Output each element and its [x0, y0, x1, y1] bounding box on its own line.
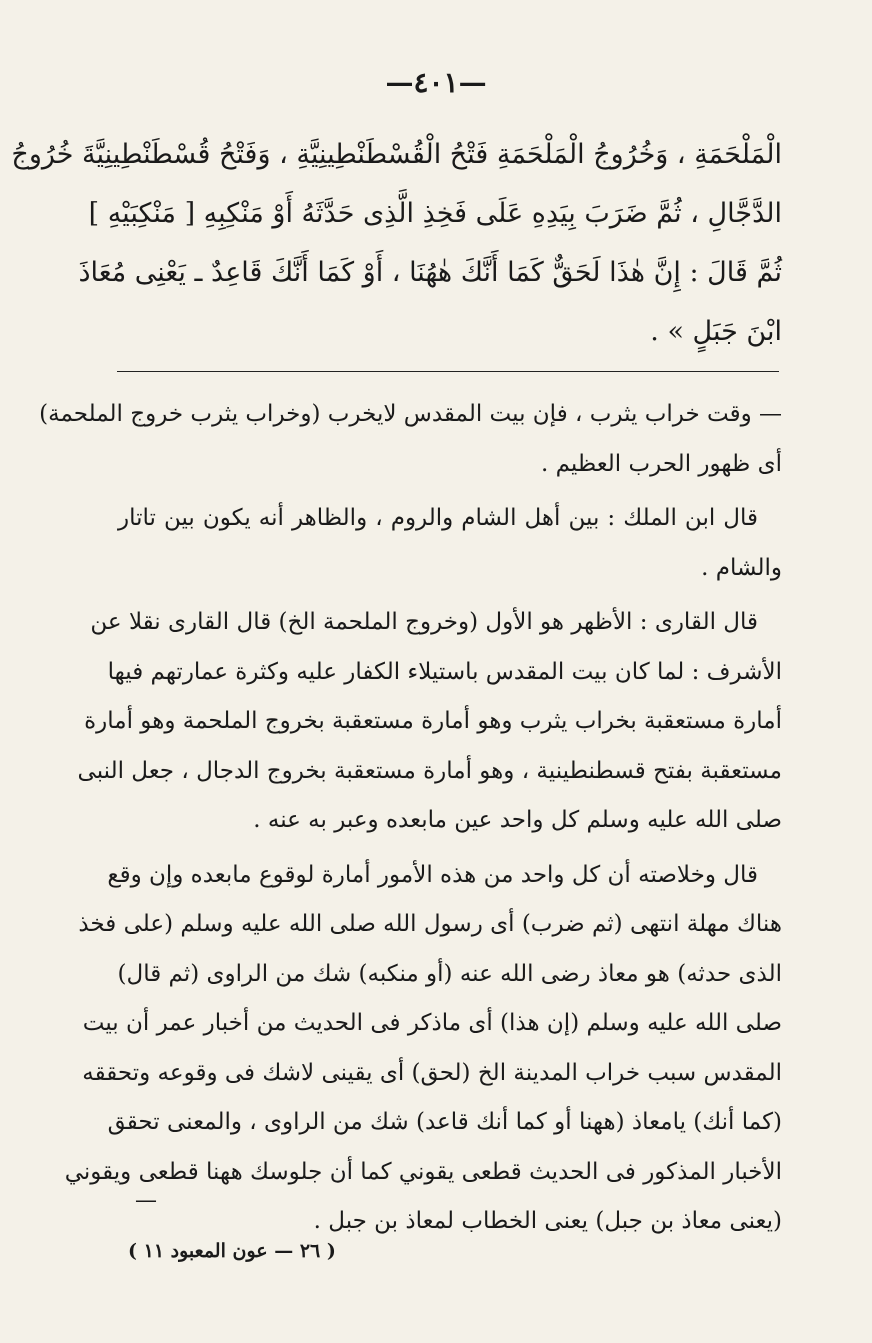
commentary-paragraph	[77, 598, 782, 846]
commentary-line: قال ابن الملك : بين أهل الشام والروم ، والظاهر أنه يكون بين تاتار	[118, 505, 758, 531]
commentary-line: — وقت خراب يثرب ، فإن بيت المقدس لايخرب (وخراب يثرب خروج الملحمة)	[39, 401, 782, 427]
commentary-line: أى ظهور الحرب العظيم .	[540, 450, 782, 477]
commentary-line: (كما أنك) يامعاذ (ههنا أو كما أنك قاعد) شك من الراوى ، والمعنى تحقق	[107, 1109, 782, 1135]
hadith-line: الدَّجَّالِ ، ثُمَّ ضَرَبَ بِيَدِهِ عَلَى فَخِذِ الَّذِى حَدَّثَهُ أَوْ مَنْكِبِهِ [ مَنْكِبَيْهِ ]	[88, 198, 782, 229]
commentary-line: هناك مهلة انتهى (ثم ضرب) أى رسول الله صلى الله عليه وسلم (على فخذ	[78, 911, 782, 937]
page-number: —٤٠١—	[385, 66, 487, 99]
commentary-paragraph	[39, 390, 782, 489]
hadith-line: ابْنَ جَبَلٍ » .	[650, 316, 782, 347]
commentary-line: صلى الله عليه وسلم (إن هذا) أى ماذكر فى الحديث من أخبار عمر أن بيت	[82, 1010, 782, 1036]
commentary-line: أمارة مستعقبة بخراب يثرب وهو أمارة مستعقبة بخروج الملحمة وهو أمارة	[84, 708, 782, 734]
commentary-line: الأخبار المذكور فى الحديث قطعى يقوني كما أن جلوسك ههنا قطعى ويقوني	[64, 1158, 782, 1185]
commentary-line: قال وخلاصته أن كل واحد من هذه الأمور أمارة لوقوع مابعده وإن وقع	[107, 861, 758, 888]
commentary-line: المقدس سبب خراب المدينة الخ (لحق) أى يقينى لاشك فى وقوعه وتحققه	[82, 1059, 782, 1086]
signature-mark: ( ٢٦ — عون المعبود ١١ )	[128, 1240, 336, 1262]
commentary-line: الأشرف : لما كان بيت المقدس باستيلاء الكفار عليه وكثرة عمارتهم فيها	[107, 658, 782, 685]
section-divider	[117, 371, 779, 372]
commentary-paragraph	[118, 494, 782, 593]
commentary-paragraph	[64, 851, 782, 1247]
commentary-line: (يعنى معاذ بن جبل) يعنى الخطاب لمعاذ بن جبل .	[313, 1208, 782, 1234]
continuation-mark: —	[135, 1188, 157, 1213]
commentary-line: والشام .	[701, 554, 782, 581]
commentary-line: صلى الله عليه وسلم كل واحد عين مابعده وعبر به عنه .	[253, 807, 782, 833]
commentary-line: قال القارى : الأظهر هو الأول (وخروج الملحمة الخ) قال القارى نقلا عن	[90, 609, 758, 635]
commentary-line: الذى حدثه) هو معاذ رضى الله عنه (أو منكبه) شك من الراوى (ثم قال)	[117, 960, 782, 987]
commentary-line: مستعقبة بفتح قسطنطينية ، وهو أمارة مستعقبة بخروج الدجال ، جعل النبى	[77, 757, 782, 784]
hadith-line: ثُمَّ قَالَ : إِنَّ هٰذَا لَحَقٌّ كَمَا أَنَّكَ هٰهُنَا ، أَوْ كَمَا أَنَّكَ قَاعِدٌ ـ يَعْنِى مُعَاذَ	[78, 257, 782, 288]
hadith-text	[11, 125, 782, 361]
hadith-line: الْمَلْحَمَةِ ، وَخُرُوجُ الْمَلْحَمَةِ فَتْحُ الْقُسْطَنْطِينِيَّةِ ، وَفَتْحُ قُسْطَنْطِينِيَّةَ خُرُوجُ	[11, 139, 782, 170]
commentary-text	[39, 390, 782, 1252]
